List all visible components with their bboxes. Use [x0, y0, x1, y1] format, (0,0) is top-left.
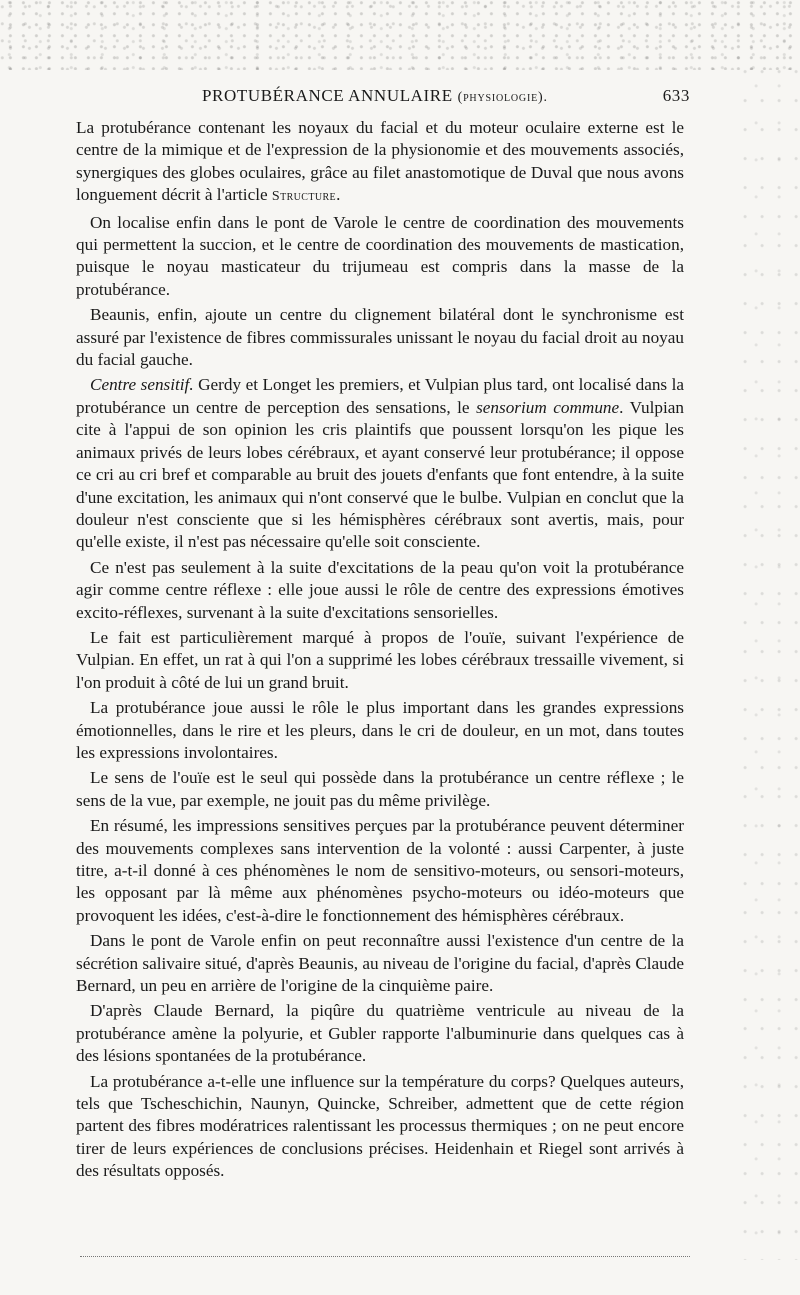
text-run: Le sens de l'ouïe est le seul qui possède dans la protubérance un centre réflexe ; le sens de la vue, par exemple, ne jouit pas du même privilège.: [76, 768, 684, 810]
paragraph: [76, 697, 684, 764]
running-header: [80, 86, 690, 112]
text-run: Dans le pont de Varole enfin on peut reconnaître aussi l'existence d'un centre de la sécrétion salivaire situé, d'après Beaunis, au niveau de l'origine du facial, d'après Claude Bernard, un peu en arrière de l'origine de la cinquième paire.: [76, 931, 684, 996]
running-section: (physiologie).: [457, 90, 548, 105]
text-run: Ce n'est pas seulement à la suite d'excitations de la peau qu'on voit la protubérance agir comme centre réflexe : elle joue aussi le rôle de centre des expressions émotives excito-réflexes, survenant à la suite d'excitations sensorielles.: [76, 557, 684, 622]
paragraph: [76, 117, 684, 209]
italic-text: sensorium commune: [476, 397, 620, 417]
paragraph: [76, 557, 684, 624]
scan-speckle-top: [0, 0, 800, 70]
paragraph: [76, 767, 684, 812]
scan-speckle-right: [740, 60, 800, 1260]
text-run: La protubérance joue aussi le rôle le plus important dans les grandes expressions émotionnelles, dans le rire et les pleurs, dans le cri de douleur, en un mot, dans toutes les expressions involontaires.: [76, 698, 684, 762]
small-caps-text: Structure: [271, 189, 337, 205]
paragraph: [76, 1000, 684, 1067]
text-run: Gerdy et Longet les premiers, et Vulpian plus tard, ont localisé dans la protubérance un centre de perception des sensations, le: [76, 375, 685, 417]
text-run: On localise enfin dans le pont de Varole le centre de coordination des mouvements qui permettent la succion, et le centre de coordination des mouvements de mastication, puisque le noyau masticateur du trijumeau est compris dans la masse de la protubérance.: [76, 212, 684, 299]
text-run: .: [336, 185, 341, 205]
page-number: 633: [662, 86, 690, 105]
text-run: Le fait est particulièrement marqué à propos de l'ouïe, suivant l'expérience de Vulpian. En effet, un rat à qui l'on a supprimé les lobes cérébraux tressaille vivement, si l'on produit à côté de lui un grand bruit.: [76, 627, 684, 692]
paragraph: [76, 212, 684, 302]
paragraph: [76, 815, 684, 927]
paragraph: [76, 374, 684, 553]
running-title: PROTUBÉRANCE ANNULAIRE: [202, 86, 453, 105]
paragraph: [76, 1071, 684, 1183]
text-run: D'après Claude Bernard, la piqûre du quatrième ventricule au niveau de la protubérance amène la polyurie, et Gubler rapporte l'albuminurie dans quelques cas à des lésions spontanées de la protubérance.: [76, 1001, 684, 1066]
italic-text: Centre sensitif.: [90, 375, 194, 395]
body-text: [76, 117, 684, 1186]
paragraph: [76, 304, 684, 371]
text-run: La protubérance contenant les noyaux du facial et du moteur oculaire externe est le centre de la mimique et de l'expression de la physionomie et des mouvements associés, synergiques des globes oculaires, grâce au filet anastomotique de Duval que nous avons longuement décrit à l'article: [76, 118, 684, 205]
paragraph: [76, 930, 684, 997]
text-run: Beaunis, enfin, ajoute un centre du clignement bilatéral dont le synchronisme est assuré par l'existence de fibres commissurales unissant le noyau du facial droit au noyau du facial gauche.: [76, 305, 684, 370]
bottom-rule: [80, 1256, 690, 1257]
paragraph: [76, 627, 684, 694]
text-run: En résumé, les impressions sensitives perçues par la protubérance peuvent déterminer des mouvements complexes sans intervention de la volonté : aussi Carpenter, à juste titre, a-t-il donné à ces phénomènes le nom de sensitivo-moteurs, ou sensori-moteurs, les opposant par là même aux phénomènes psycho-moteurs ou idéo-moteurs que provoquent les idées, c'est-à-dire le fonctionnement des hémisphères cérébraux.: [76, 816, 684, 925]
text-run: . Vulpian cite à l'appui de son opinion les cris plaintifs que poussent lorsqu'on les pique les animaux privés de leurs lobes cérébraux, et ayant conservé leur protubérance; il oppose ce cri au cri bref et comparable au bruit des jouets d'enfants que font entendre, à la suite d'une excitation, les animaux qui n'ont conservé que le bulbe. Vulpian en conclut que la douleur n'est consciente que si les hémisphères cérébraux sont avertis, mais, pour qu'elle existe, il n'est pas nécessaire qu'elle soit consciente.: [76, 397, 685, 552]
text-run: La protubérance a-t-elle une influence sur la température du corps? Quelques auteurs, tels que Tscheschichin, Naunyn, Quincke, Schreiber, admettent que de cette région partent des fibres modératrices ralentissant les processus thermiques ; on ne peut encore tirer de leurs expériences de conclusions précises. Heidenhain et Riegel sont arrivés à des résultats opposés.: [76, 1071, 684, 1181]
